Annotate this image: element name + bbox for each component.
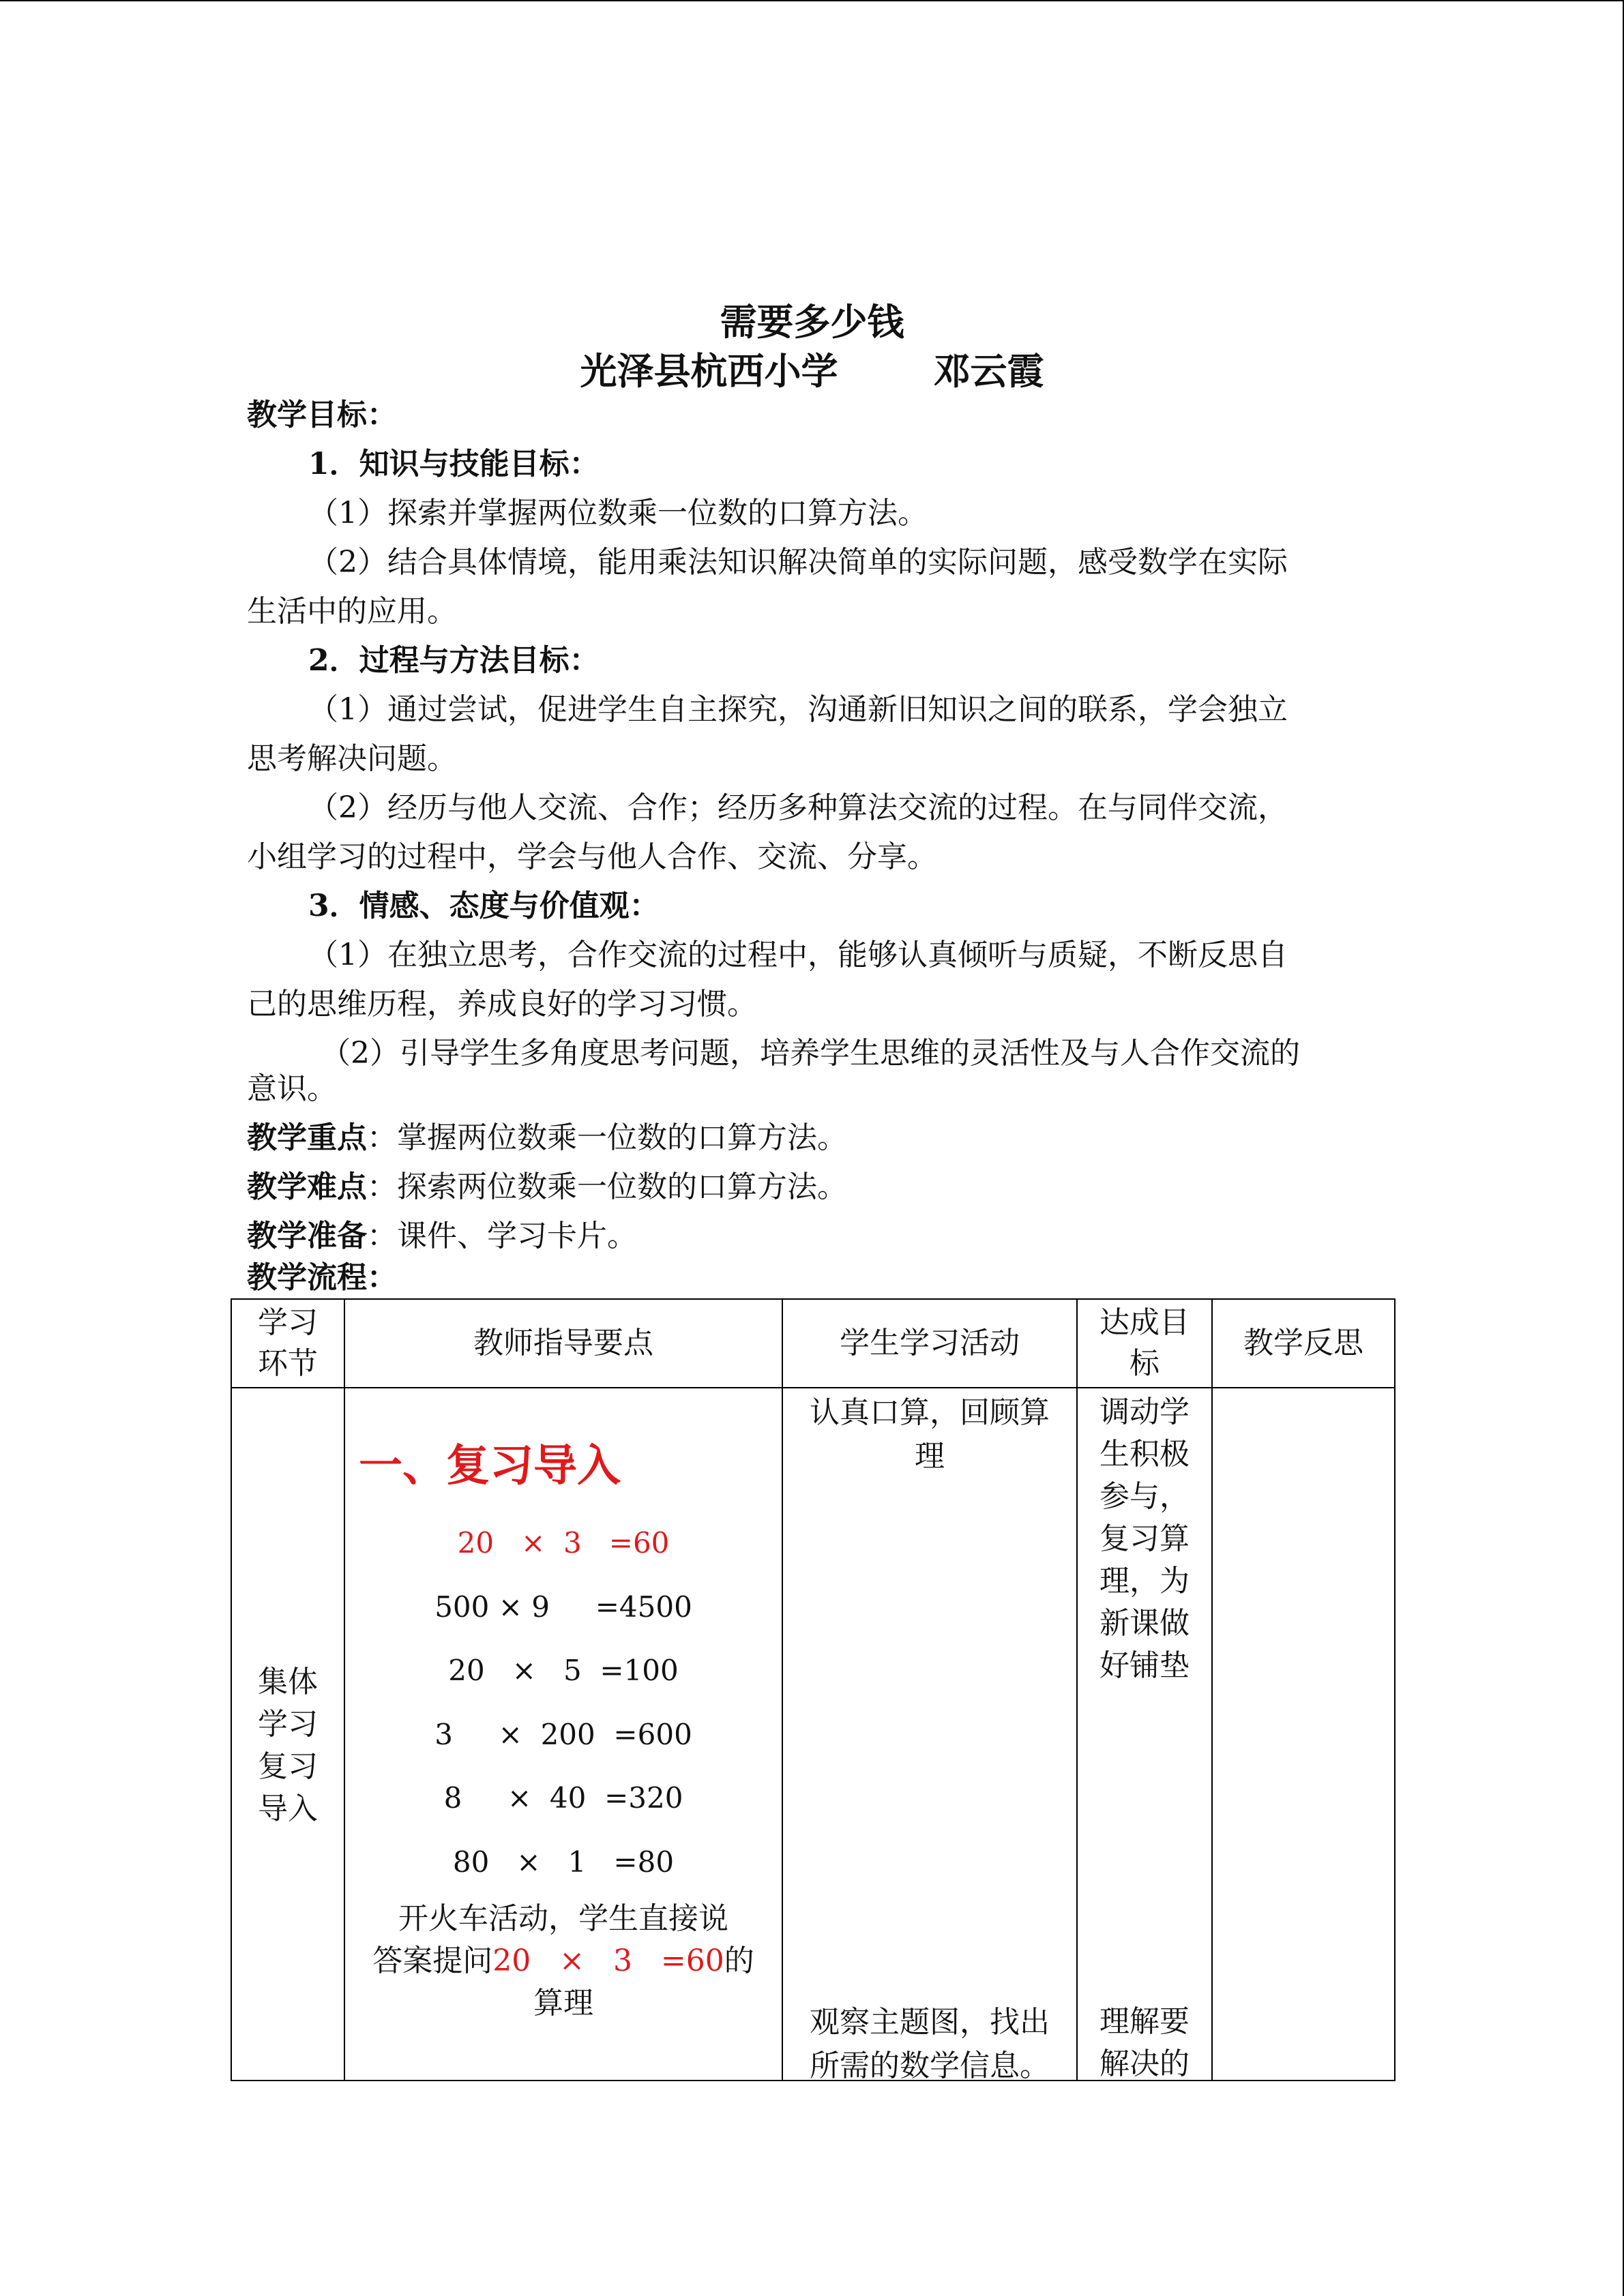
process-heading: 教学流程： bbox=[247, 1260, 397, 1295]
school-name: 光泽县杭西小学 bbox=[580, 349, 838, 393]
author-line bbox=[0, 342, 1624, 395]
review-heading: 一、复习导入 bbox=[359, 1440, 621, 1491]
objectives-heading: 教学目标： bbox=[247, 398, 397, 432]
equation-3: 20 × 5 =100 bbox=[448, 1654, 679, 1687]
reflection-cell bbox=[1212, 1388, 1395, 2081]
preparation-label: 教学准备 bbox=[247, 1219, 367, 1253]
author-name: 邓云霞 bbox=[933, 349, 1044, 393]
teacher-cell bbox=[344, 1388, 782, 2081]
student-cell bbox=[782, 1388, 1077, 2081]
activity-description bbox=[345, 1898, 782, 2025]
section-1-item-2: （2）结合具体情境，能用乘法知识解决简单的实际问题，感受数学在实际 bbox=[308, 545, 1288, 580]
section-2-item-1-cont: 思考解决问题。 bbox=[247, 741, 457, 776]
page-edge-top bbox=[0, 0, 1624, 1]
section-1-item-1: （1）探索并掌握两位数乘一位数的口算方法。 bbox=[308, 496, 928, 531]
section-1-item-2-cont: 生活中的应用。 bbox=[247, 594, 457, 629]
student-activity-1: 认真口算，回顾算 理 bbox=[810, 1395, 1050, 1474]
activity-line-1: 开火车活动，学生直接说 bbox=[398, 1901, 728, 1936]
section-2-item-2: （2）经历与他人交流、合作；经历多种算法交流的过程。在与同伴交流， bbox=[308, 790, 1288, 825]
process-table bbox=[231, 1298, 1396, 2081]
table-header-row bbox=[231, 1299, 1395, 1388]
header-student: 学生学习活动 bbox=[782, 1299, 1077, 1388]
section-2-item-2-cont: 小组学习的过程中，学会与他人合作、交流、分享。 bbox=[247, 839, 937, 874]
goal-cell bbox=[1077, 1388, 1212, 2081]
goal-2: 理解要 解决的 bbox=[1099, 2004, 1190, 2081]
key-point-label: 教学重点 bbox=[247, 1120, 367, 1155]
difficulty bbox=[247, 1163, 1379, 1212]
header-reflection: 教学反思 bbox=[1212, 1299, 1395, 1388]
equation-1: 20 × 3 =60 bbox=[457, 1526, 670, 1560]
section-2-item-1: （1）通过尝试，促进学生自主探究，沟通新旧知识之间的联系，学会独立 bbox=[308, 692, 1288, 727]
document-title: 需要多少钱 bbox=[720, 300, 904, 344]
section-3-heading: 3．情感、态度与价值观： bbox=[308, 889, 660, 923]
table-row bbox=[231, 1388, 1395, 2081]
equation-4: 3 × 200 =600 bbox=[434, 1717, 692, 1751]
key-point-text: ：掌握两位数乘一位数的口算方法。 bbox=[367, 1120, 847, 1155]
section-3-item-1-cont: 己的思维历程，养成良好的学习习惯。 bbox=[247, 987, 757, 1022]
stage-cell bbox=[231, 1388, 344, 2081]
section-3-item-2-cont: 意识。 bbox=[247, 1071, 337, 1106]
header-goal: 达成目 标 bbox=[1077, 1299, 1212, 1388]
student-activity-2: 观察主题图，找出 所需的数学信息。 bbox=[810, 2005, 1050, 2083]
section-1-heading: 1．知识与技能目标： bbox=[308, 447, 600, 481]
header-teacher: 教师指导要点 bbox=[344, 1299, 782, 1388]
equation-list bbox=[345, 1511, 782, 1894]
goal-1: 调动学 生积极 参与， 复习算 理，为 新课做 好铺垫 bbox=[1099, 1395, 1190, 1683]
equation-5: 8 × 40 =320 bbox=[443, 1781, 683, 1815]
section-3-item-2: （2）引导学生多角度思考问题，培养学生思维的灵活性及与人合作交流的 bbox=[321, 1036, 1300, 1071]
equation-2: 500 × 9 =4500 bbox=[434, 1590, 692, 1624]
section-3-item-1: （1）在独立思考，合作交流的过程中，能够认真倾听与质疑，不断反思自 bbox=[308, 938, 1288, 972]
activity-line-3: 算理 bbox=[533, 1986, 593, 2021]
preparation-text: ：课件、学习卡片。 bbox=[367, 1219, 637, 1253]
difficulty-label: 教学难点 bbox=[247, 1169, 367, 1204]
section-2-heading: 2．过程与方法目标： bbox=[308, 643, 600, 678]
difficulty-text: ：探索两位数乘一位数的口算方法。 bbox=[367, 1169, 847, 1204]
header-stage: 学习 环节 bbox=[231, 1299, 344, 1388]
stage-text: 集体 学习 复习 导入 bbox=[258, 1665, 318, 1826]
activity-highlight: 20 × 3 =60 bbox=[492, 1943, 724, 1978]
activity-line-2: 答案提问20 × 3 =60的 bbox=[372, 1943, 754, 1978]
equation-6: 80 × 1 =80 bbox=[452, 1845, 675, 1879]
key-point bbox=[247, 1114, 1379, 1163]
